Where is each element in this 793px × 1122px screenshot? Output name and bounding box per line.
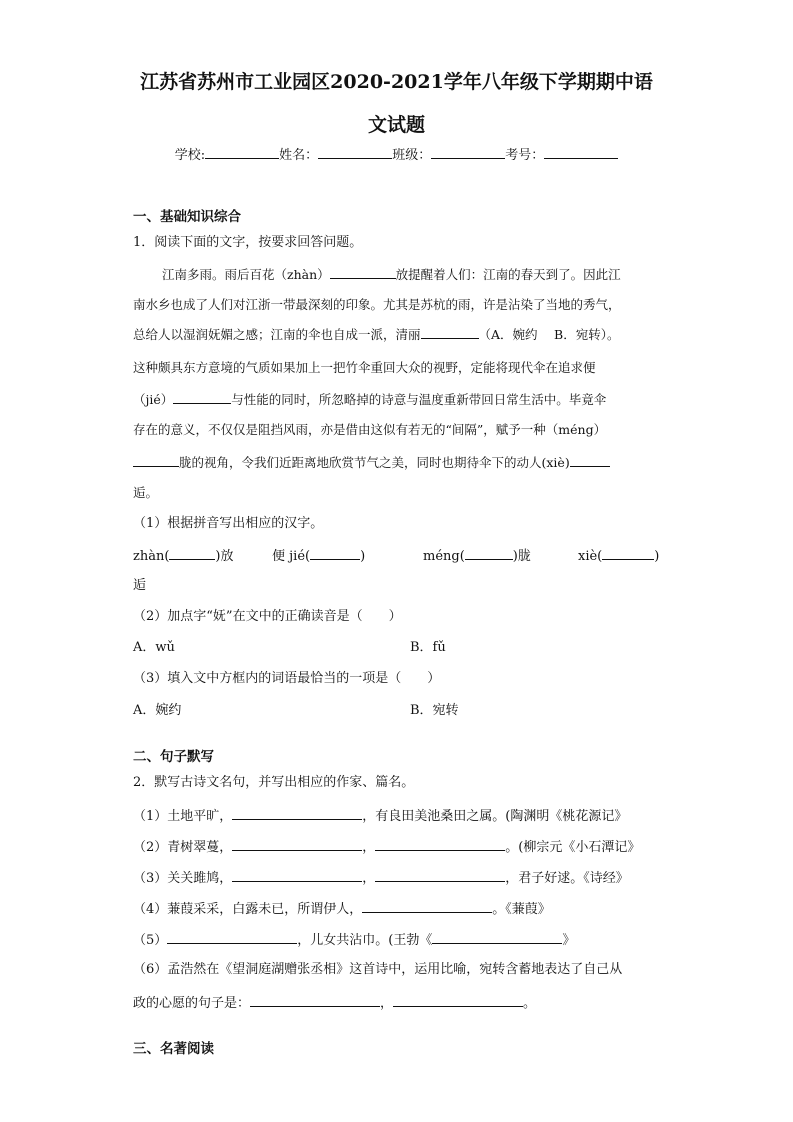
q2-item6-line2: 政的心愿的句子是： ， 。 [133, 996, 537, 1011]
q2-item5-blank2[interactable] [432, 931, 562, 944]
exam-no-label: 考号： [505, 148, 545, 163]
q2-item6-blank1[interactable] [250, 994, 380, 1007]
sub1-item-zhan: zhàn( )放 [133, 549, 234, 564]
q2-item4-blank[interactable] [362, 900, 492, 913]
blank-meng[interactable] [133, 454, 179, 467]
class-label: 班级： [392, 148, 432, 163]
section2-heading: 二、句子默写 [133, 749, 214, 765]
passage-line4: 这种颇具东方意境的气质如果加上一把竹伞重回大众的视野，定能将现代伞在追求便 [133, 360, 596, 375]
sub3-option-b[interactable]: B．宛转 [410, 703, 459, 718]
sub1-item-xie: xiè( ) [578, 549, 660, 564]
sub3-prompt: （3）填入文中方框内的词语最恰当的一项是（ ） [133, 671, 441, 686]
q1-prompt: 1．阅读下面的文字，按要求回答问题。 [133, 235, 363, 250]
q2-item3-blank2[interactable] [375, 869, 505, 882]
answer-zhan[interactable] [169, 547, 215, 560]
blank-xie[interactable] [570, 454, 610, 467]
passage-line7: 胧的视角，令我们近距离地欣赏节气之美，同时也期待伞下的动人(xiè) [133, 454, 661, 471]
sub1-item-jie: 便 jié( ) [272, 549, 366, 564]
q2-item2-blank1[interactable] [232, 838, 362, 851]
q2-item4: （4）蒹葭采采，白露未已，所谓伊人， 。《蒹葭》 [133, 902, 551, 917]
name-label: 姓名： [279, 148, 319, 163]
class-blank[interactable] [431, 146, 505, 159]
blank-word-choice[interactable] [421, 326, 479, 339]
passage-line5: （jié） 与性能的同时，所忽略掉的诗意与温度重新带回日常生活中。毕竟伞 [133, 392, 607, 407]
section1-heading: 一、基础知识综合 [133, 209, 241, 225]
sub2-option-b[interactable]: B．fǔ [410, 640, 446, 655]
student-info-row [0, 146, 793, 164]
q2-item3: （3）关关雎鸠， ， ，君子好逑。《诗经》 [133, 871, 629, 886]
passage-line3: 总给人以湿润妩媚之感；江南的伞也自成一派，清丽 （A．婉约 B．宛转）。 [133, 327, 620, 342]
q2-prompt: 2．默写古诗文名句，并写出相应的作家、篇名。 [133, 775, 415, 790]
sub1-item-meng: méng( )胧 [423, 549, 531, 564]
exam-no-blank[interactable] [544, 146, 618, 159]
school-label: 学校: [174, 148, 206, 163]
exam-title-line2: 文试题 [367, 114, 425, 136]
answer-jie[interactable] [310, 547, 360, 560]
passage-line1: 江南多雨。雨后百花（zhàn） 放提醒着人们：江南的春天到了。因此江 [162, 267, 621, 282]
blank-zhan[interactable] [330, 266, 396, 279]
sub3-option-a[interactable]: A．婉约 [133, 703, 182, 718]
q2-item2-blank2[interactable] [375, 838, 505, 851]
answer-meng[interactable] [465, 547, 513, 560]
sub1-prompt: （1）根据拼音写出相应的汉字。 [133, 516, 324, 531]
q2-item5: （5） ，儿女共沾巾。(王勃《 》 [133, 933, 576, 948]
sub1-item-xie-continued: 逅 [133, 578, 147, 593]
passage-line2: 南水乡也成了人们对江浙一带最深刻的印象。尤其是苏杭的雨，许是沾染了当地的秀气， [133, 297, 621, 312]
q2-item5-blank1[interactable] [167, 931, 297, 944]
q2-item1-blank[interactable] [232, 807, 362, 820]
passage-line8: 逅。 [133, 485, 159, 500]
sub2-option-a[interactable]: A．wǔ [133, 640, 175, 655]
q2-item6-blank2[interactable] [393, 994, 523, 1007]
answer-xie[interactable] [602, 547, 654, 560]
school-blank[interactable] [205, 146, 279, 159]
q2-item6-line1: （6）孟浩然在《望洞庭湖赠张丞相》这首诗中，运用比喻，宛转含蓄地表达了自己从 [133, 962, 623, 977]
q2-item3-blank1[interactable] [232, 869, 362, 882]
name-blank[interactable] [318, 146, 392, 159]
q2-item1: （1）土地平旷， ，有良田美池桑田之属。(陶渊明《桃花源记》 [133, 809, 628, 824]
passage-line6: 存在的意义，不仅仅是阻挡风雨，亦是借由这似有若无的“间隔”，赋予一种（méng） [133, 422, 607, 437]
q2-item2: （2）青树翠蔓， ， 。(柳宗元《小石潭记》 [133, 840, 641, 855]
exam-title-line1: 江苏省苏州市工业园区2020-2021学年八年级下学期期中语 [140, 71, 653, 93]
blank-jie[interactable] [173, 391, 231, 404]
sub2-prompt: （2）加点字“妩”在文中的正确读音是（ ） [133, 609, 402, 624]
section3-heading: 三、名著阅读 [133, 1041, 214, 1057]
